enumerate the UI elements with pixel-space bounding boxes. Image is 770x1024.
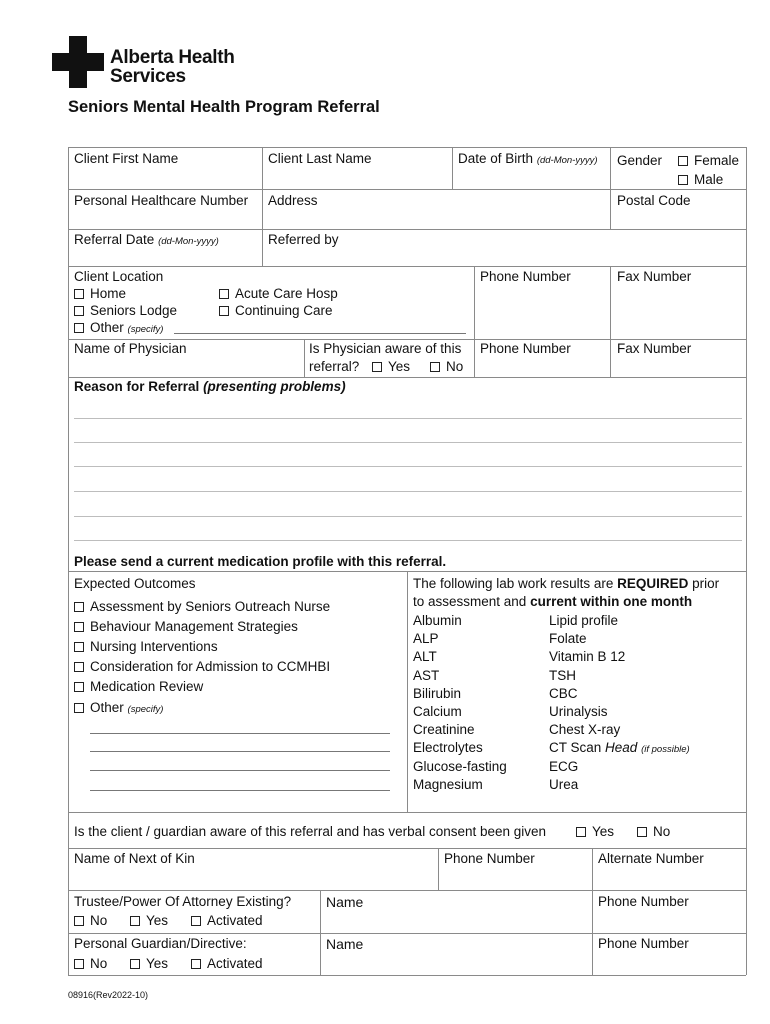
- location-acute-checkbox[interactable]: Acute Care Hosp: [219, 286, 338, 301]
- outcome-assessment-checkbox[interactable]: Assessment by Seniors Outreach Nurse: [74, 599, 330, 614]
- trustee-label: Trustee/Power Of Attorney Existing?: [74, 894, 292, 909]
- client-first-name-label: Client First Name: [74, 151, 179, 166]
- gender-label: Gender: [617, 153, 663, 168]
- consent-question: Is the client / guardian aware of this referral and has verbal consent been given: [74, 824, 547, 839]
- lab-item: ALT: [413, 649, 437, 665]
- physician-aware-question-2: referral?: [309, 359, 360, 374]
- trustee-yes-checkbox[interactable]: Yes: [130, 913, 168, 928]
- consent-no-checkbox[interactable]: No: [637, 824, 670, 839]
- lab-item: Lipid profile: [549, 613, 619, 628]
- lab-requirement-line2: to assessment and current within one month: [413, 594, 693, 609]
- trustee-phone-label: Phone Number: [598, 894, 689, 909]
- lab-item: Urinalysis: [549, 704, 608, 719]
- lab-item: Electrolytes: [413, 740, 483, 756]
- guardian-yes-checkbox[interactable]: Yes: [130, 956, 168, 971]
- kin-alt-phone-label: Alternate Number: [598, 851, 704, 866]
- gender-female-checkbox[interactable]: Female: [678, 153, 739, 168]
- lab-item: ALP: [413, 631, 439, 647]
- location-lodge-checkbox[interactable]: Seniors Lodge: [74, 303, 177, 318]
- outcome-medication-checkbox[interactable]: Medication Review: [74, 679, 203, 694]
- lab-item: TSH: [549, 667, 576, 683]
- referral-date-label: Referral Date (dd-Mon-yyyy): [74, 232, 219, 247]
- outcome-nursing-checkbox[interactable]: Nursing Interventions: [74, 639, 218, 654]
- location-fax-label: Fax Number: [617, 269, 692, 284]
- lab-item: Chest X-ray: [549, 722, 621, 738]
- physician-aware-yes-checkbox[interactable]: Yes: [372, 359, 410, 374]
- lab-item: AST: [413, 667, 440, 683]
- location-continuing-checkbox[interactable]: Continuing Care: [219, 303, 333, 318]
- form-number: 08916(Rev2022-10): [68, 990, 149, 1000]
- lab-requirement-line1: The following lab work results are REQUIRED prior: [413, 576, 720, 591]
- physician-aware-question: Is Physician aware of this: [309, 341, 462, 356]
- location-phone-label: Phone Number: [480, 269, 571, 284]
- guardian-label: Personal Guardian/Directive:: [74, 936, 247, 951]
- outcomes-label: Expected Outcomes: [74, 576, 196, 591]
- kin-phone-label: Phone Number: [444, 851, 535, 866]
- lab-item: Folate: [549, 631, 587, 647]
- postal-code-label: Postal Code: [617, 193, 691, 208]
- phn-label: Personal Healthcare Number: [74, 193, 249, 208]
- physician-aware-no-checkbox[interactable]: No: [430, 359, 463, 374]
- trustee-name-label: Name: [326, 894, 364, 910]
- reason-label: Reason for Referral (presenting problems): [74, 379, 346, 394]
- dob-label: Date of Birth (dd-Mon-yyyy): [458, 151, 598, 166]
- guardian-activated-checkbox[interactable]: Activated: [191, 956, 263, 971]
- consent-yes-checkbox[interactable]: Yes: [576, 824, 614, 839]
- lab-item: Calcium: [413, 704, 462, 719]
- address-label: Address: [268, 193, 318, 208]
- outcome-behaviour-checkbox[interactable]: Behaviour Management Strategies: [74, 619, 298, 634]
- lab-item: ECG: [549, 758, 579, 774]
- trustee-no-checkbox[interactable]: No: [74, 913, 107, 928]
- location-home-checkbox[interactable]: Home: [74, 286, 126, 301]
- lab-item: Bilirubin: [413, 685, 462, 701]
- physician-phone-label: Phone Number: [480, 341, 571, 356]
- lab-item: Glucose-fasting: [413, 758, 507, 774]
- physician-name-label: Name of Physician: [74, 341, 187, 356]
- outcome-admission-checkbox[interactable]: Consideration for Admission to CCMHBI: [74, 659, 330, 674]
- lab-item: Vitamin B 12: [549, 649, 626, 665]
- physician-fax-label: Fax Number: [617, 341, 692, 356]
- client-location-label: Client Location: [74, 269, 164, 284]
- org-name: Alberta Health Services: [110, 47, 235, 87]
- lab-item: Creatinine: [413, 722, 475, 738]
- trustee-activated-checkbox[interactable]: Activated: [191, 913, 263, 928]
- medication-note: Please send a current medication profile with this referral.: [74, 554, 447, 569]
- client-last-name-label: Client Last Name: [268, 151, 372, 166]
- guardian-phone-label: Phone Number: [598, 936, 689, 951]
- lab-item: CT Scan Head (if possible): [549, 740, 690, 756]
- referred-by-label: Referred by: [268, 232, 339, 247]
- guardian-name-label: Name: [326, 936, 364, 952]
- guardian-no-checkbox[interactable]: No: [74, 956, 107, 971]
- location-other-checkbox[interactable]: Other (specify): [74, 320, 163, 335]
- lab-item: Magnesium: [413, 776, 483, 792]
- outcome-other-checkbox[interactable]: Other (specify): [74, 700, 163, 715]
- ahs-logo-mark: [52, 36, 104, 88]
- lab-item: CBC: [549, 685, 578, 701]
- lab-item: Urea: [549, 776, 579, 792]
- kin-name-label: Name of Next of Kin: [74, 851, 195, 866]
- form-title: Seniors Mental Health Program Referral: [68, 98, 380, 116]
- gender-male-checkbox[interactable]: Male: [678, 172, 723, 187]
- lab-item: Albumin: [413, 613, 462, 628]
